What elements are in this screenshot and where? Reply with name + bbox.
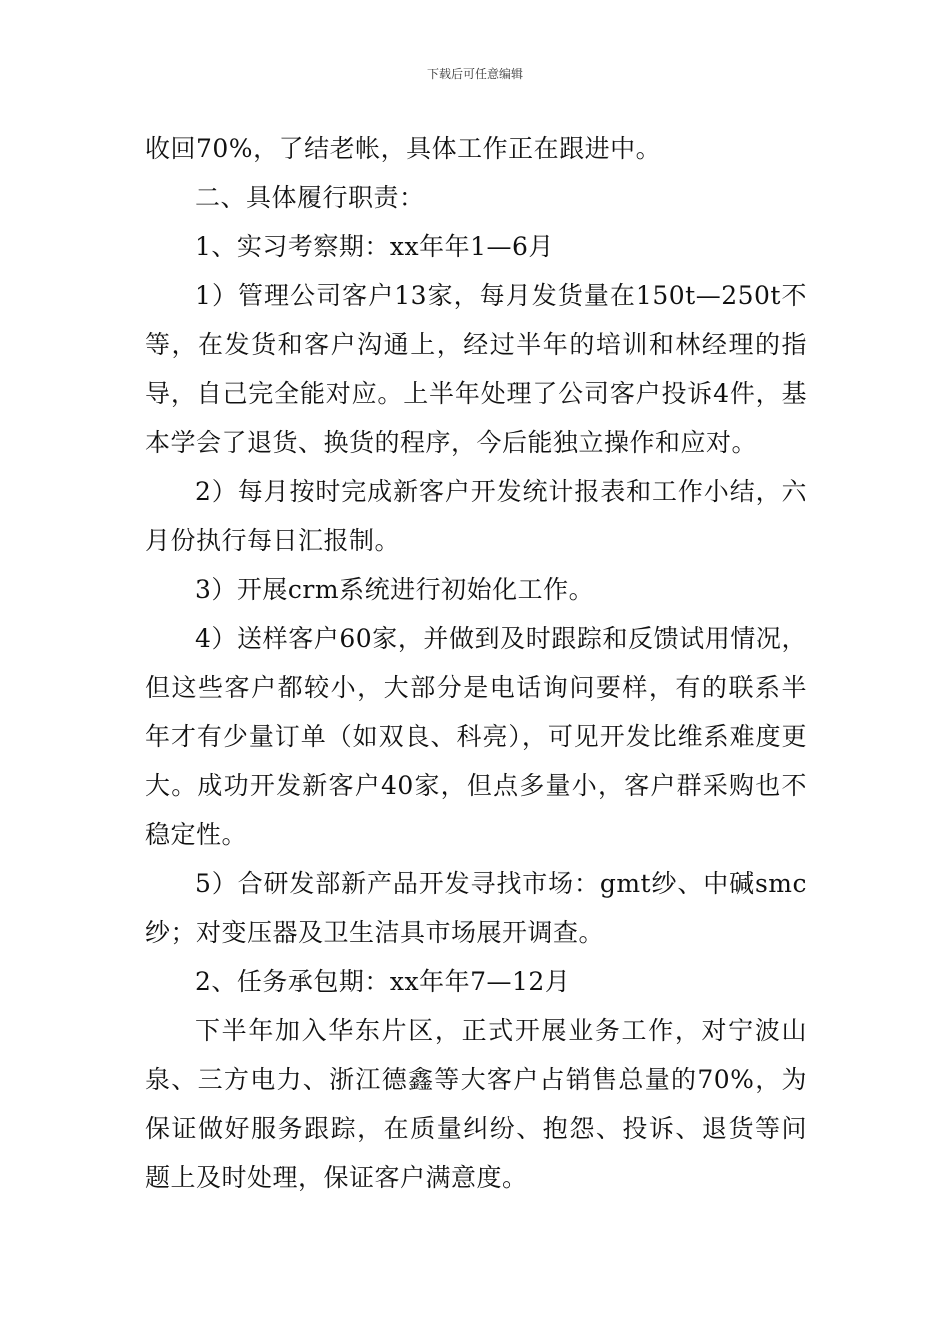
section-heading-duties: 二、具体履行职责：	[195, 183, 425, 212]
subheading-contract-period: 2、任务承包期：xx年年7—12月	[195, 967, 571, 996]
document-body	[145, 124, 807, 1202]
paragraph-second-half: 下半年加入华东片区，正式开展业务工作，对宁波山泉、三方电力、浙江德鑫等大客户占销售总量的70%，为保证做好服务跟踪，在质量纠纷、抱怨、投诉、退货等问题上及时处理，保证客户满意度。	[145, 1016, 807, 1192]
paragraph-item-3: 3）开展crm系统进行初始化工作。	[195, 575, 595, 604]
paragraph-item-4: 4）送样客户60家，并做到及时跟踪和反馈试用情况，但这些客户都较小，大部分是电话询问要样，有的联系半年才有少量订单（如双良、科亮），可见开发比维系难度更大。成功开发新客户40家，但点多量小，客户群采购也不稳定性。	[145, 624, 807, 849]
paragraph-item-5: 5）合研发部新产品开发寻找市场：gmt纱、中碱smc纱；对变压器及卫生洁具市场展开调查。	[145, 869, 807, 947]
page-header: 下载后可任意编辑	[426, 67, 523, 81]
paragraph-item-2: 2）每月按时完成新客户开发统计报表和工作小结，六月份执行每日汇报制。	[145, 477, 807, 555]
subheading-internship-period: 1、实习考察期：xx年年1—6月	[195, 232, 554, 261]
paragraph-continuation: 收回70%，了结老帐，具体工作正在跟进中。	[145, 134, 662, 163]
paragraph-item-1: 1）管理公司客户13家，每月发货量在150t—250t不等，在发货和客户沟通上，经过半年的培训和林经理的指导，自己完全能对应。上半年处理了公司客户投诉4件，基本学会了退货、换货的程序，今后能独立操作和应对。	[145, 281, 807, 457]
